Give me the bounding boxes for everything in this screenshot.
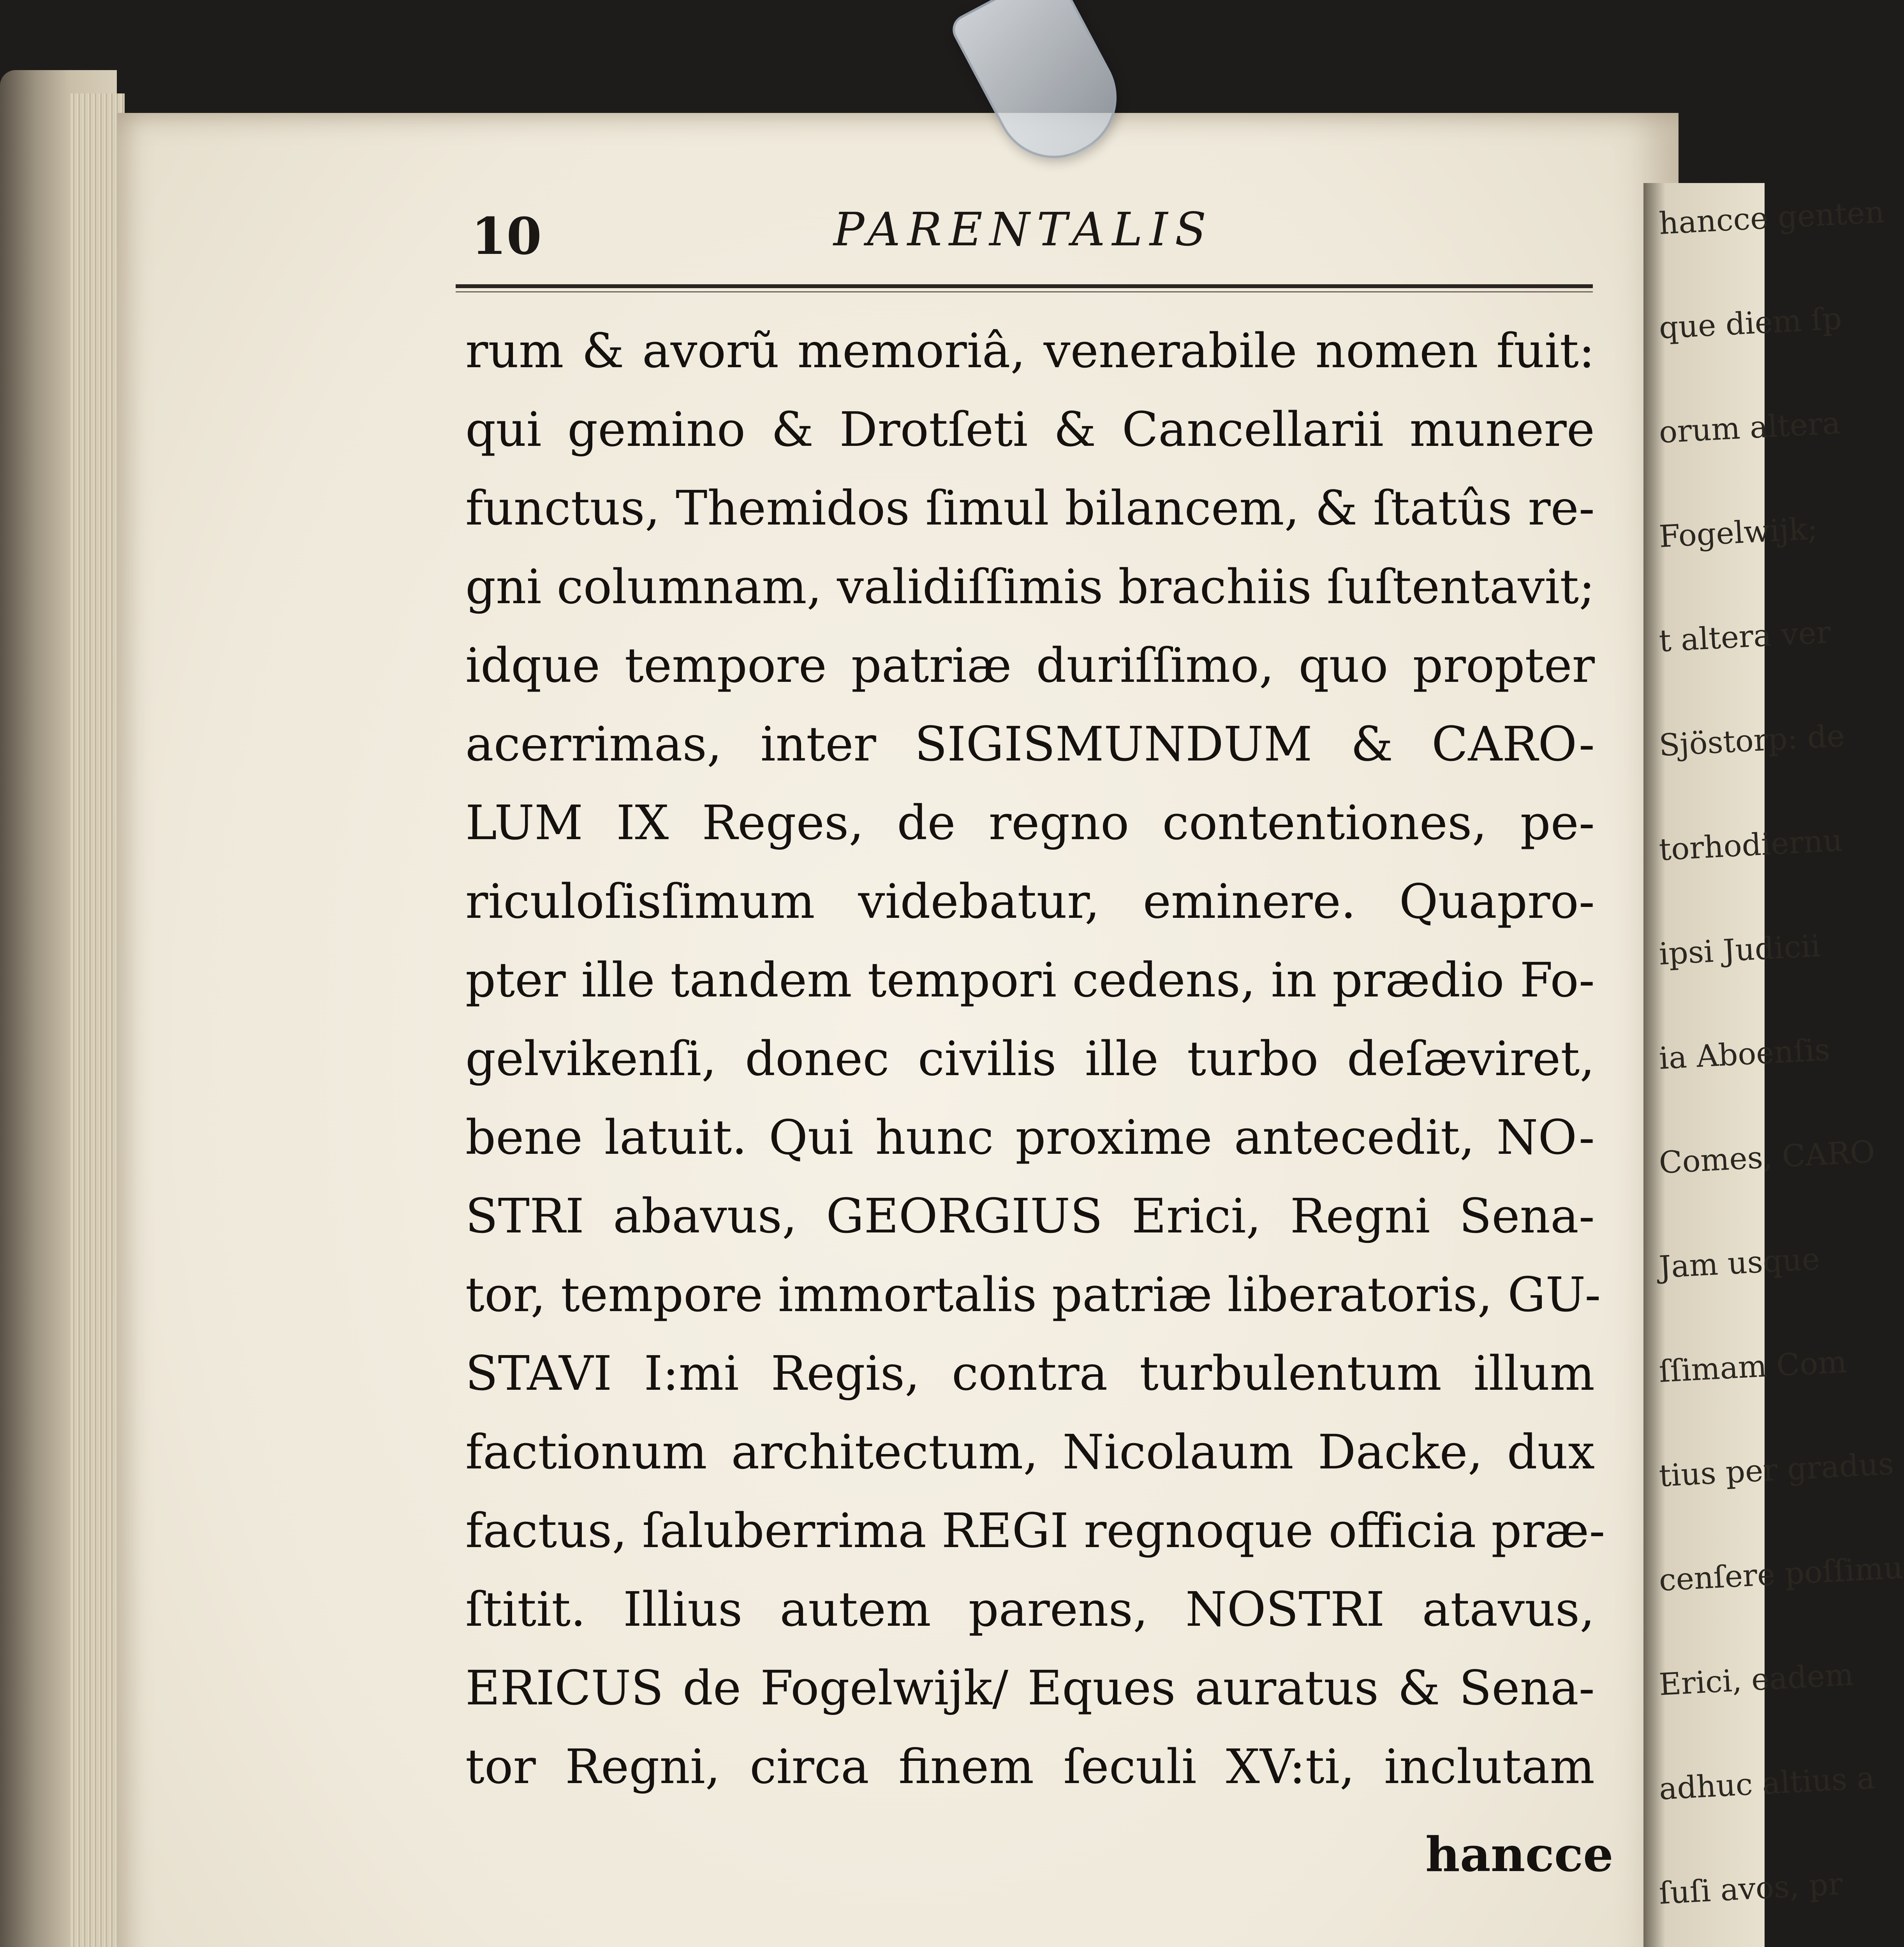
- text-line: STAVI I:mi Regis, contra turbulentum illum: [465, 1346, 1595, 1401]
- body-text: [465, 312, 1605, 1806]
- facing-page-line: ſuſi avos, pr: [1658, 1866, 1844, 1911]
- running-head: PARENTALIS: [833, 202, 1214, 256]
- facing-page-line: Comes, CARO: [1658, 1134, 1876, 1181]
- facing-page-line: Jam usque: [1658, 1241, 1821, 1285]
- facing-page-line: ipsi Judicii: [1658, 928, 1821, 972]
- facing-page-line: tius per gradus: [1658, 1446, 1895, 1494]
- facing-page-line: Erici, eadem: [1658, 1657, 1855, 1702]
- text-line: ERICUS de Fogelwijk/ Eques auratus & Sena-: [465, 1660, 1595, 1716]
- text-line: gelvikenſi, donec civilis ille turbo deſæviret,: [465, 1031, 1595, 1086]
- text-line: riculoſisſimum videbatur, eminere. Quapro-: [465, 874, 1595, 929]
- facing-page-line: Fogelwijk;: [1658, 511, 1819, 555]
- text-line: acerrimas, inter SIGISMUNDUM & CARO-: [465, 716, 1595, 772]
- page-stack-edge: [70, 93, 125, 1947]
- text-line: qui gemino & Drotſeti & Cancellarii munere: [465, 402, 1595, 457]
- facing-page-line: que diem ſp: [1658, 301, 1843, 346]
- text-line: tor Regni, circa finem ſeculi XV:ti, inclutam: [465, 1739, 1595, 1794]
- text-line: functus, Themidos ſimul bilancem, & ſtatûs re-: [465, 481, 1595, 536]
- text-line: STRI abavus, GEORGIUS Erici, Regni Sena-: [465, 1188, 1595, 1244]
- facing-page-line: orum altera: [1658, 405, 1841, 450]
- facing-page-line: ia Aboenſis: [1658, 1032, 1831, 1076]
- text-line: factus, ſaluberrima REGI regnoque officia præ-: [465, 1503, 1605, 1558]
- text-line: pter ille tandem tempori cedens, in prædio Fo-: [465, 952, 1595, 1008]
- text-line: ſtitit. Illius autem parens, NOSTRI atavus,: [465, 1582, 1595, 1637]
- facing-page-line: ſſimam Com: [1658, 1344, 1848, 1389]
- text-line: rum & avorũ memoriâ, venerabile nomen fuit:: [465, 323, 1595, 378]
- text-line: gni columnam, validiſſimis brachiis ſuſtentavit;: [465, 559, 1595, 614]
- facing-page-line: hancce genten: [1658, 194, 1885, 241]
- text-line: bene latuit. Qui hunc proxime antecedit, NO-: [465, 1110, 1595, 1165]
- facing-page: [1643, 183, 1904, 1947]
- header-rule: [456, 284, 1593, 288]
- catchword: hancce: [1425, 1826, 1613, 1882]
- text-line: idque tempore patriæ duriſſimo, quo propter: [465, 638, 1595, 693]
- text-line: factionum architectum, Nicolaum Dacke, dux: [465, 1424, 1595, 1480]
- facing-page-line: cenſere poſſimu: [1658, 1550, 1904, 1598]
- page-number: 10: [471, 206, 542, 266]
- facing-page-line: t altera ver: [1658, 614, 1832, 659]
- header-rule-thin: [456, 291, 1593, 292]
- facing-page-line: Sjöstorp: de: [1658, 718, 1846, 763]
- text-line: LUM IX Reges, de regno contentiones, pe-: [465, 795, 1595, 850]
- facing-page-line: adhuc altius a: [1658, 1760, 1876, 1807]
- facing-page-line: torhodiernu: [1658, 823, 1844, 868]
- text-line: tor, tempore immortalis patriæ liberatoris, GU-: [465, 1267, 1601, 1322]
